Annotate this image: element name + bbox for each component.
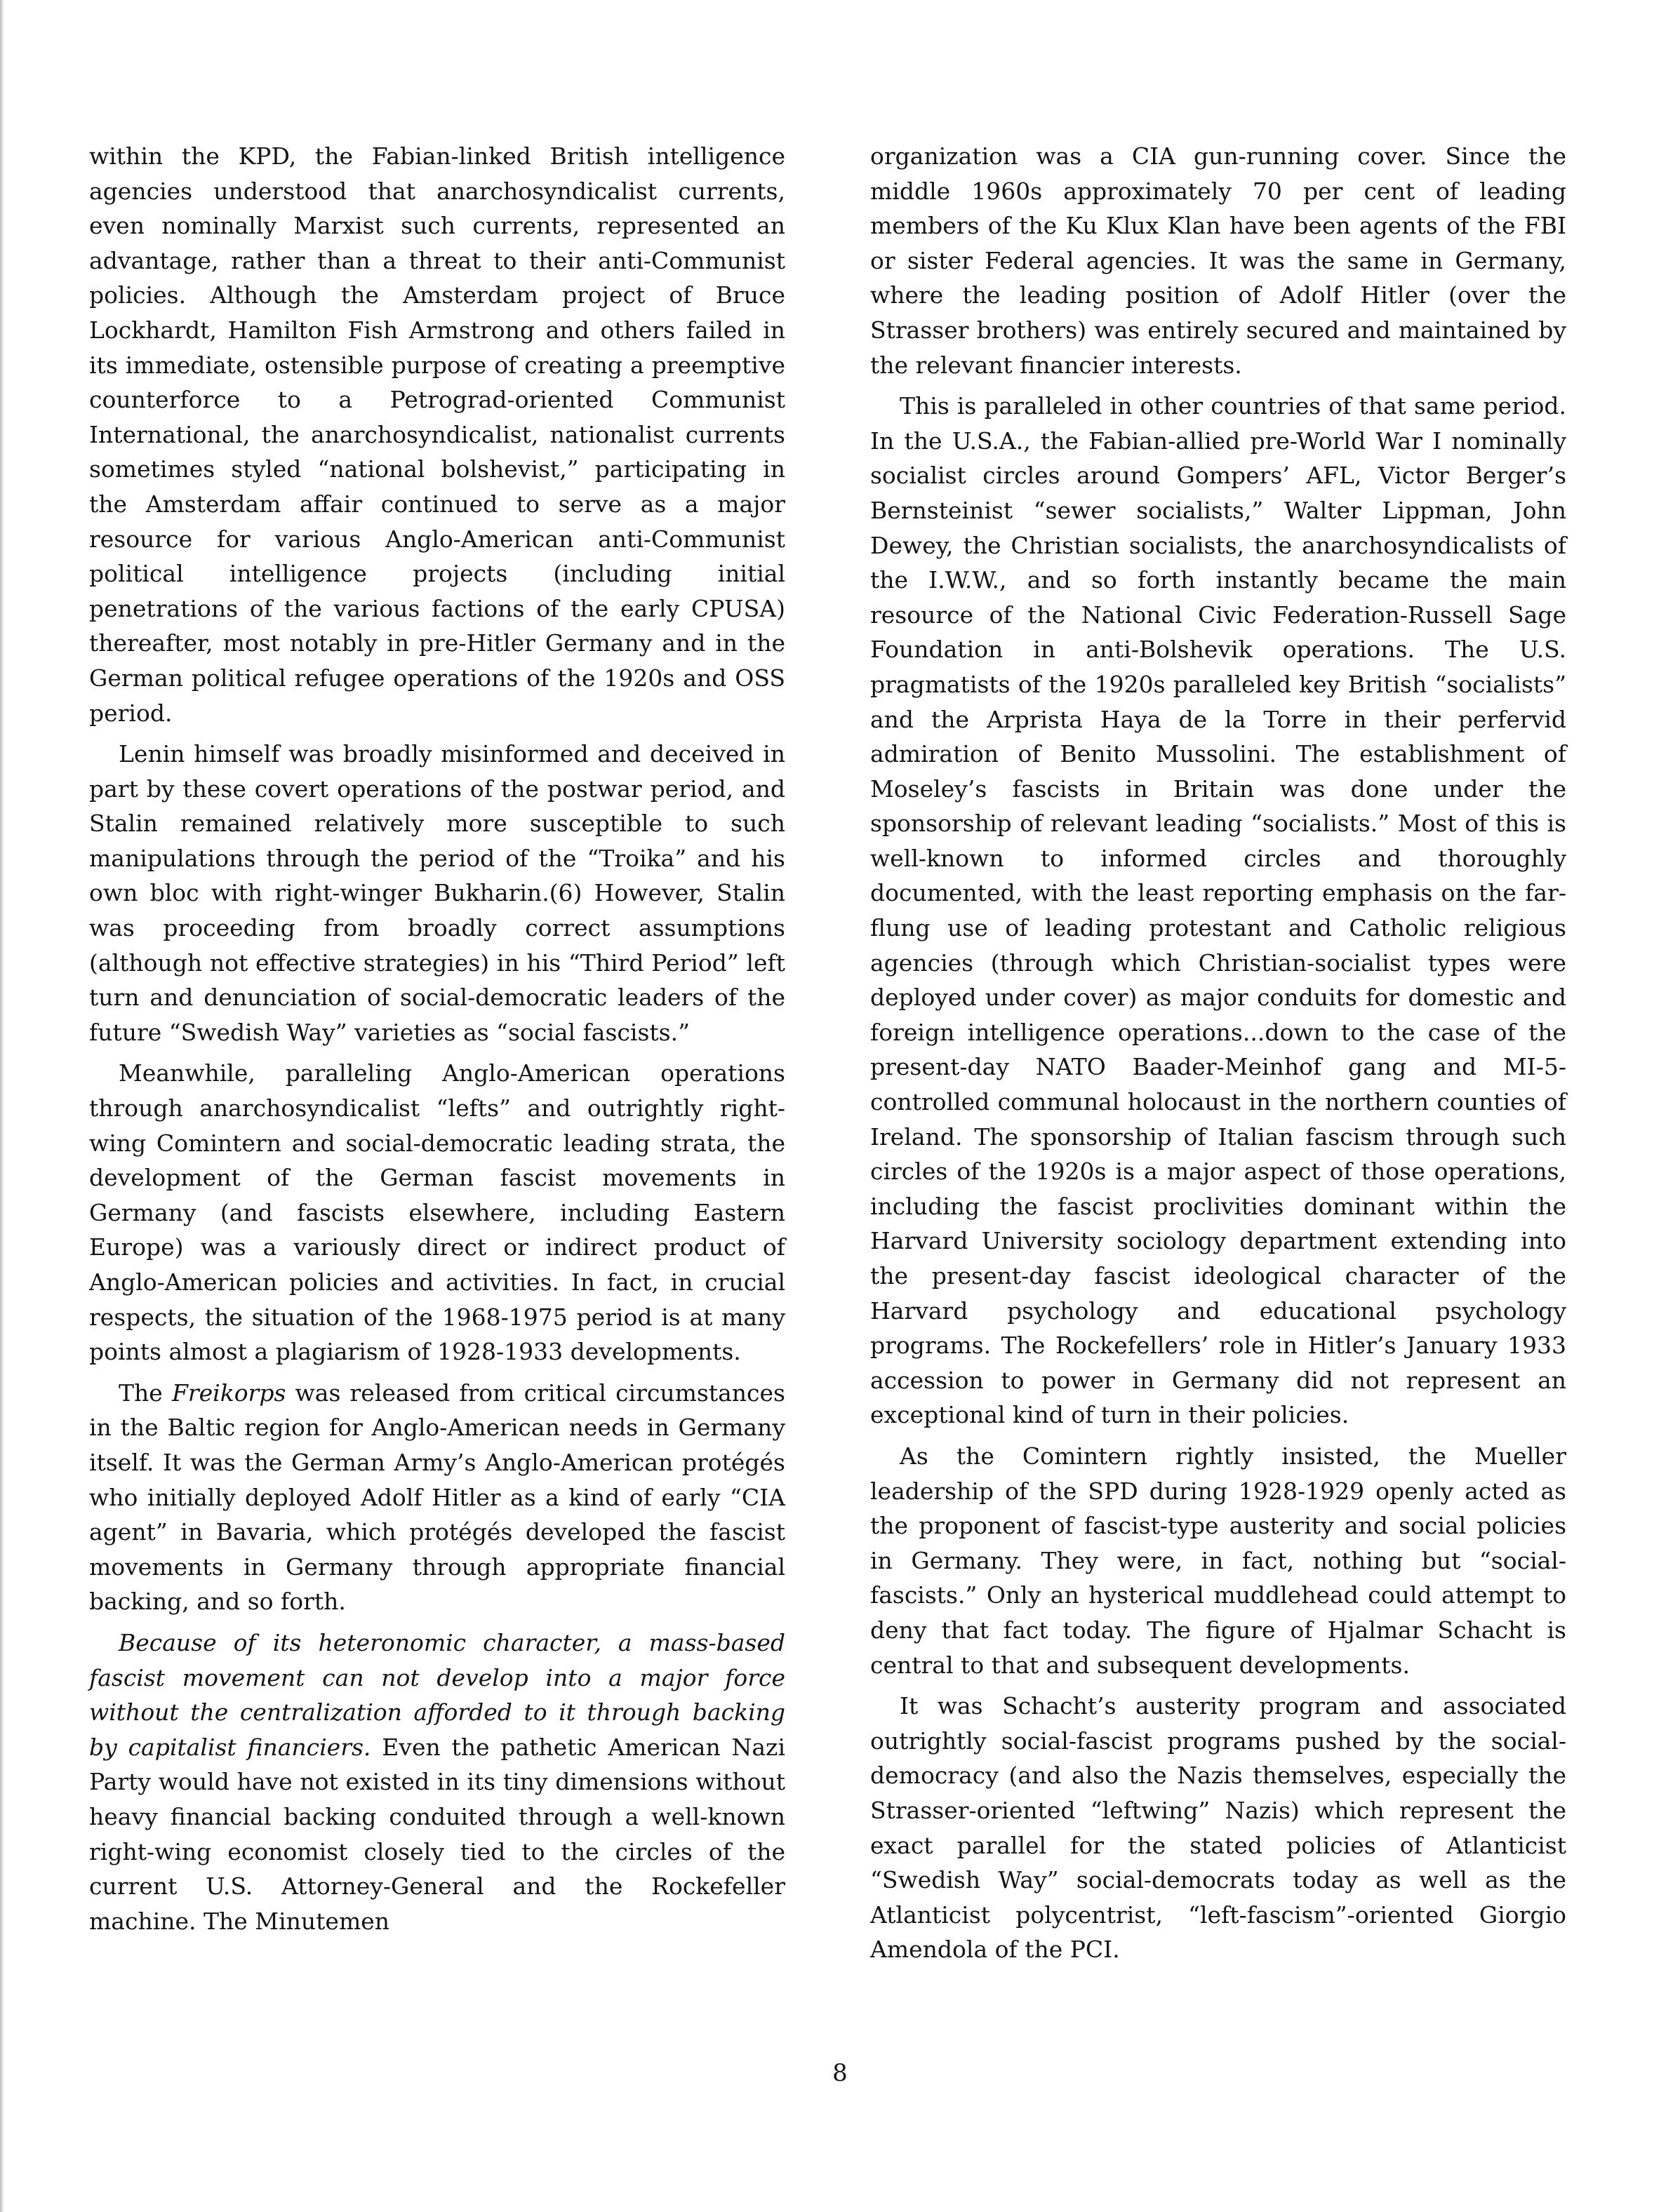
- left-paragraph-3: Meanwhile, paralleling Anglo-American operations through anarchosyndicalist “lefts” and outrightly right-wing Comintern and social-democratic leading strata, the development of the German fascist movements in Germany (and fascists elsewhere, including Eastern Europe) was a variously direct or indirect product of Anglo-American policies and activities. In fact, in crucial respects, the situation of the 1968-1975 period is at many points almost a plagiarism of 1928-1933 developments.: [89, 1059, 785, 1366]
- left-paragraph-5: [89, 1626, 785, 1938]
- right-paragraph-4: It was Schacht’s austerity program and associated outrightly social-fascist programs pushed by the social-democracy (and also the Nazis themselves, especially the Strasser-oriented “leftwing” Nazis) which represent the exact parallel for the stated policies of Atlanticist “Swedish Way” social-democrats today as well as the Atlanticist polycentrist, “left-fascism”-oriented Giorgio Amendola of the PCI.: [870, 1692, 1566, 1964]
- freikorps-italic: Freikorps: [171, 1379, 286, 1407]
- page-edge-shadow: [0, 0, 4, 2212]
- left-column: [89, 139, 785, 1945]
- right-column: [870, 139, 1566, 1973]
- freikorps-body: was released from critical circumstances in the Baltic region for Anglo-American needs in Germany itself. It was the German Army’s Anglo-American protégés who initially deployed Adolf Hitler as a kind of early “CIA agent” in Bavaria, which protégés developed the fascist movements in Germany through appropriate financial backing, and so forth.: [89, 1379, 785, 1616]
- right-paragraph-3: As the Comintern rightly insisted, the Mueller leadership of the SPD during 1928-1929 openly acted as the proponent of fascist-type austerity and social policies in Germany. They were, in fact, nothing but “social-fascists.” Only an hysterical muddlehead could attempt to deny that fact today. The figure of Hjalmar Schacht is central to that and subsequent developments.: [870, 1442, 1566, 1679]
- left-paragraph-1: within the KPD, the Fabian-linked British intelligence agencies understood that anarchosyndicalist currents, even nominally Marxist such currents, represented an advantage, rather than a threat to their anti-Communist policies. Although the Amsterdam project of Bruce Lockhardt, Hamilton Fish Armstrong and others failed in its immediate, ostensible purpose of creating a preemptive counterforce to a Petrograd-oriented Communist International, the anarchosyndicalist, nationalist currents sometimes styled “national bolshevist,” participating in the Amsterdam affair continued to serve as a major resource for various Anglo-American anti-Communist political intelligence projects (including initial penetrations of the various factions of the early CPUSA) thereafter, most notably in pre-Hitler Germany and in the German political refugee operations of the 1920s and OSS period.: [89, 142, 785, 727]
- left-paragraph-4: [89, 1376, 785, 1619]
- freikorps-prefix: The: [119, 1379, 172, 1407]
- heteronomic-italic: Because of its heteronomic character, a mass-based fascist movement can not develop into a major force without the centralization afforded to it through backing by capitalist financiers.: [89, 1628, 785, 1761]
- page-number: 8: [832, 2059, 848, 2087]
- right-paragraph-2: This is paralleled in other countries of that same period. In the U.S.A., the Fabian-allied pre-World War I nominally socialist circles around Gompers’ AFL, Victor Berger’s Bernsteinist “sewer socialists,” Walter Lippman, John Dewey, the Christian socialists, the anarchosyndicalists of the I.W.W., and so forth instantly became the main resource of the National Civic Federation-Russell Sage Foundation in anti-Bolshevik operations. The U.S. pragmatists of the 1920s paralleled key British “socialists” and the Arprista Haya de la Torre in their perfervid admiration of Benito Mussolini. The establishment of Moseley’s fascists in Britain was done under the sponsorship of relevant leading “socialists.” Most of this is well-known to informed circles and thoroughly documented, with the least reporting emphasis on the far-flung use of leading protestant and Catholic religious agencies (through which Christian-socialist types were deployed under cover) as major conduits for domestic and foreign intelligence operations...down to the case of the present-day NATO Baader-Meinhof gang and MI-5-controlled communal holocaust in the northern counties of Ireland. The sponsorship of Italian fascism through such circles of the 1920s is a major aspect of those operations, including the fascist proclivities dominant within the Harvard University sociology department extending into the present-day fascist ideological character of the Harvard psychology and educational psychology programs. The Rockefellers’ role in Hitler’s January 1933 accession to power in Germany did not represent an exceptional kind of turn in their policies.: [870, 392, 1566, 1429]
- heteronomic-body: Even the pathetic American Nazi Party would have not existed in its tiny dimensions without heavy financial backing conduited through a well-known right-wing economist closely tied to the circles of the current U.S. Attorney-General and the Rockefeller machine. The Minutemen: [89, 1733, 785, 1935]
- left-paragraph-2: Lenin himself was broadly misinformed and deceived in part by these covert operations of the postwar period, and Stalin remained relatively more susceptible to such manipulations through the period of the “Troika” and his own bloc with right-winger Bukharin.(6) However, Stalin was proceeding from broadly correct assumptions (although not effective strategies) in his “Third Period” left turn and denunciation of social-democratic leaders of the future “Swedish Way” varieties as “social fascists.”: [89, 740, 785, 1046]
- right-paragraph-1: organization was a CIA gun-running cover. Since the middle 1960s approximately 70 per cent of leading members of the Ku Klux Klan have been agents of the FBI or sister Federal agencies. It was the same in Germany, where the leading position of Adolf Hitler (over the Strasser brothers) was entirely secured and maintained by the relevant financier interests.: [870, 142, 1566, 379]
